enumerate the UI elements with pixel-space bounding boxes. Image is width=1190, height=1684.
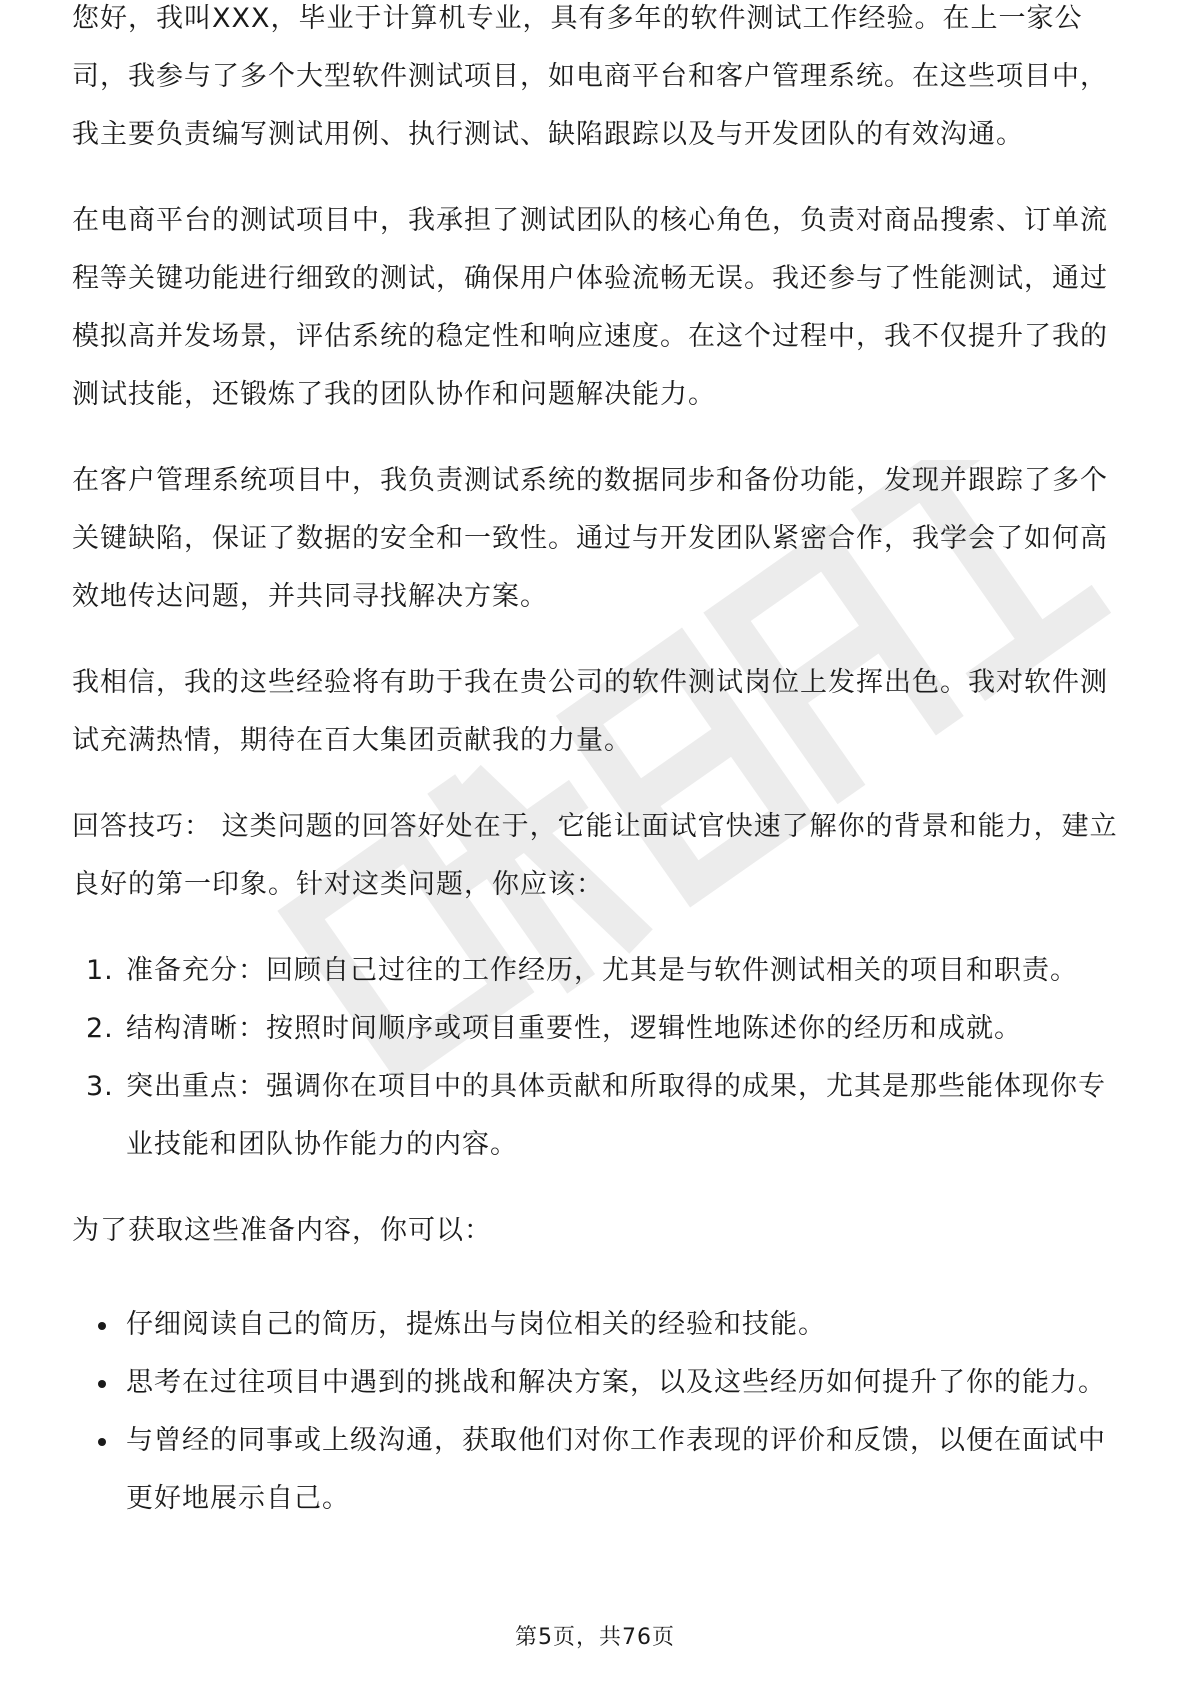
list-item-text: 与曾经的同事或上级沟通，获取他们对你工作表现的评价和反馈，以便在面试中更好地展示自己。 [126, 1425, 1106, 1514]
list-item [72, 1296, 1122, 1354]
tips-paragraph: 回答技巧： 这类问题的回答好处在于，它能让面试官快速了解你的背景和能力，建立良好的第一印象。针对这类问题，你应该： [72, 811, 1118, 900]
list-item [72, 1058, 1122, 1174]
list-item-text: 突出重点：强调你在项目中的具体贡献和所取得的成果，尤其是那些能体现你专业技能和团队协作能力的内容。 [126, 1071, 1106, 1160]
list-item-text: 仔细阅读自己的简历，提炼出与岗位相关的经验和技能。 [126, 1309, 826, 1340]
intro-paragraph: 您好，我叫XXX，毕业于计算机专业，具有多年的软件测试工作经验。在上一家公司，我参与了多个大型软件测试项目，如电商平台和客户管理系统。在这些项目中，我主要负责编写测试用例、执行测试、缺陷跟踪以及与开发团队的有效沟通。 [72, 3, 1108, 150]
list-item [72, 1354, 1122, 1412]
list-number: 2. [86, 1013, 114, 1044]
bullet-icon [98, 1380, 106, 1388]
crm-paragraph: 在客户管理系统项目中，我负责测试系统的数据同步和备份功能，发现并跟踪了多个关键缺陷，保证了数据的安全和一致性。通过与开发团队紧密合作，我学会了如何高效地传达问题，并共同寻找解决方案。 [72, 465, 1108, 612]
tips-ordered-list [72, 942, 1122, 1174]
list-item [72, 1412, 1122, 1528]
ecommerce-paragraph: 在电商平台的测试项目中，我承担了测试团队的核心角色，负责对商品搜索、订单流程等关键功能进行细致的测试，确保用户体验流畅无误。我还参与了性能测试，通过模拟高并发场景，评估系统的稳定性和响应速度。在这个过程中，我不仅提升了我的测试技能，还锻炼了我的团队协作和问题解决能力。 [72, 205, 1108, 410]
list-number: 1. [86, 955, 114, 986]
list-item [72, 942, 1122, 1000]
list-item-text: 准备充分：回顾自己过往的工作经历，尤其是与软件测试相关的项目和职责。 [126, 955, 1078, 986]
bullet-icon [98, 1438, 106, 1446]
list-number: 3. [86, 1071, 114, 1102]
belief-paragraph: 我相信，我的这些经验将有助于我在贵公司的软件测试岗位上发挥出色。我对软件测试充满热情，期待在百大集团贡献我的力量。 [72, 667, 1108, 756]
prep-bullet-list [72, 1296, 1122, 1528]
document-body [72, 3, 1122, 1556]
list-item-text: 思考在过往项目中遇到的挑战和解决方案，以及这些经历如何提升了你的能力。 [126, 1367, 1106, 1398]
prep-lead-paragraph: 为了获取这些准备内容，你可以： [72, 1215, 492, 1246]
page-footer: 第5页，共76页 [515, 1625, 675, 1650]
list-item [72, 1000, 1122, 1058]
list-item-text: 结构清晰：按照时间顺序或项目重要性，逻辑性地陈述你的经历和成就。 [126, 1013, 1022, 1044]
bullet-icon [98, 1322, 106, 1330]
